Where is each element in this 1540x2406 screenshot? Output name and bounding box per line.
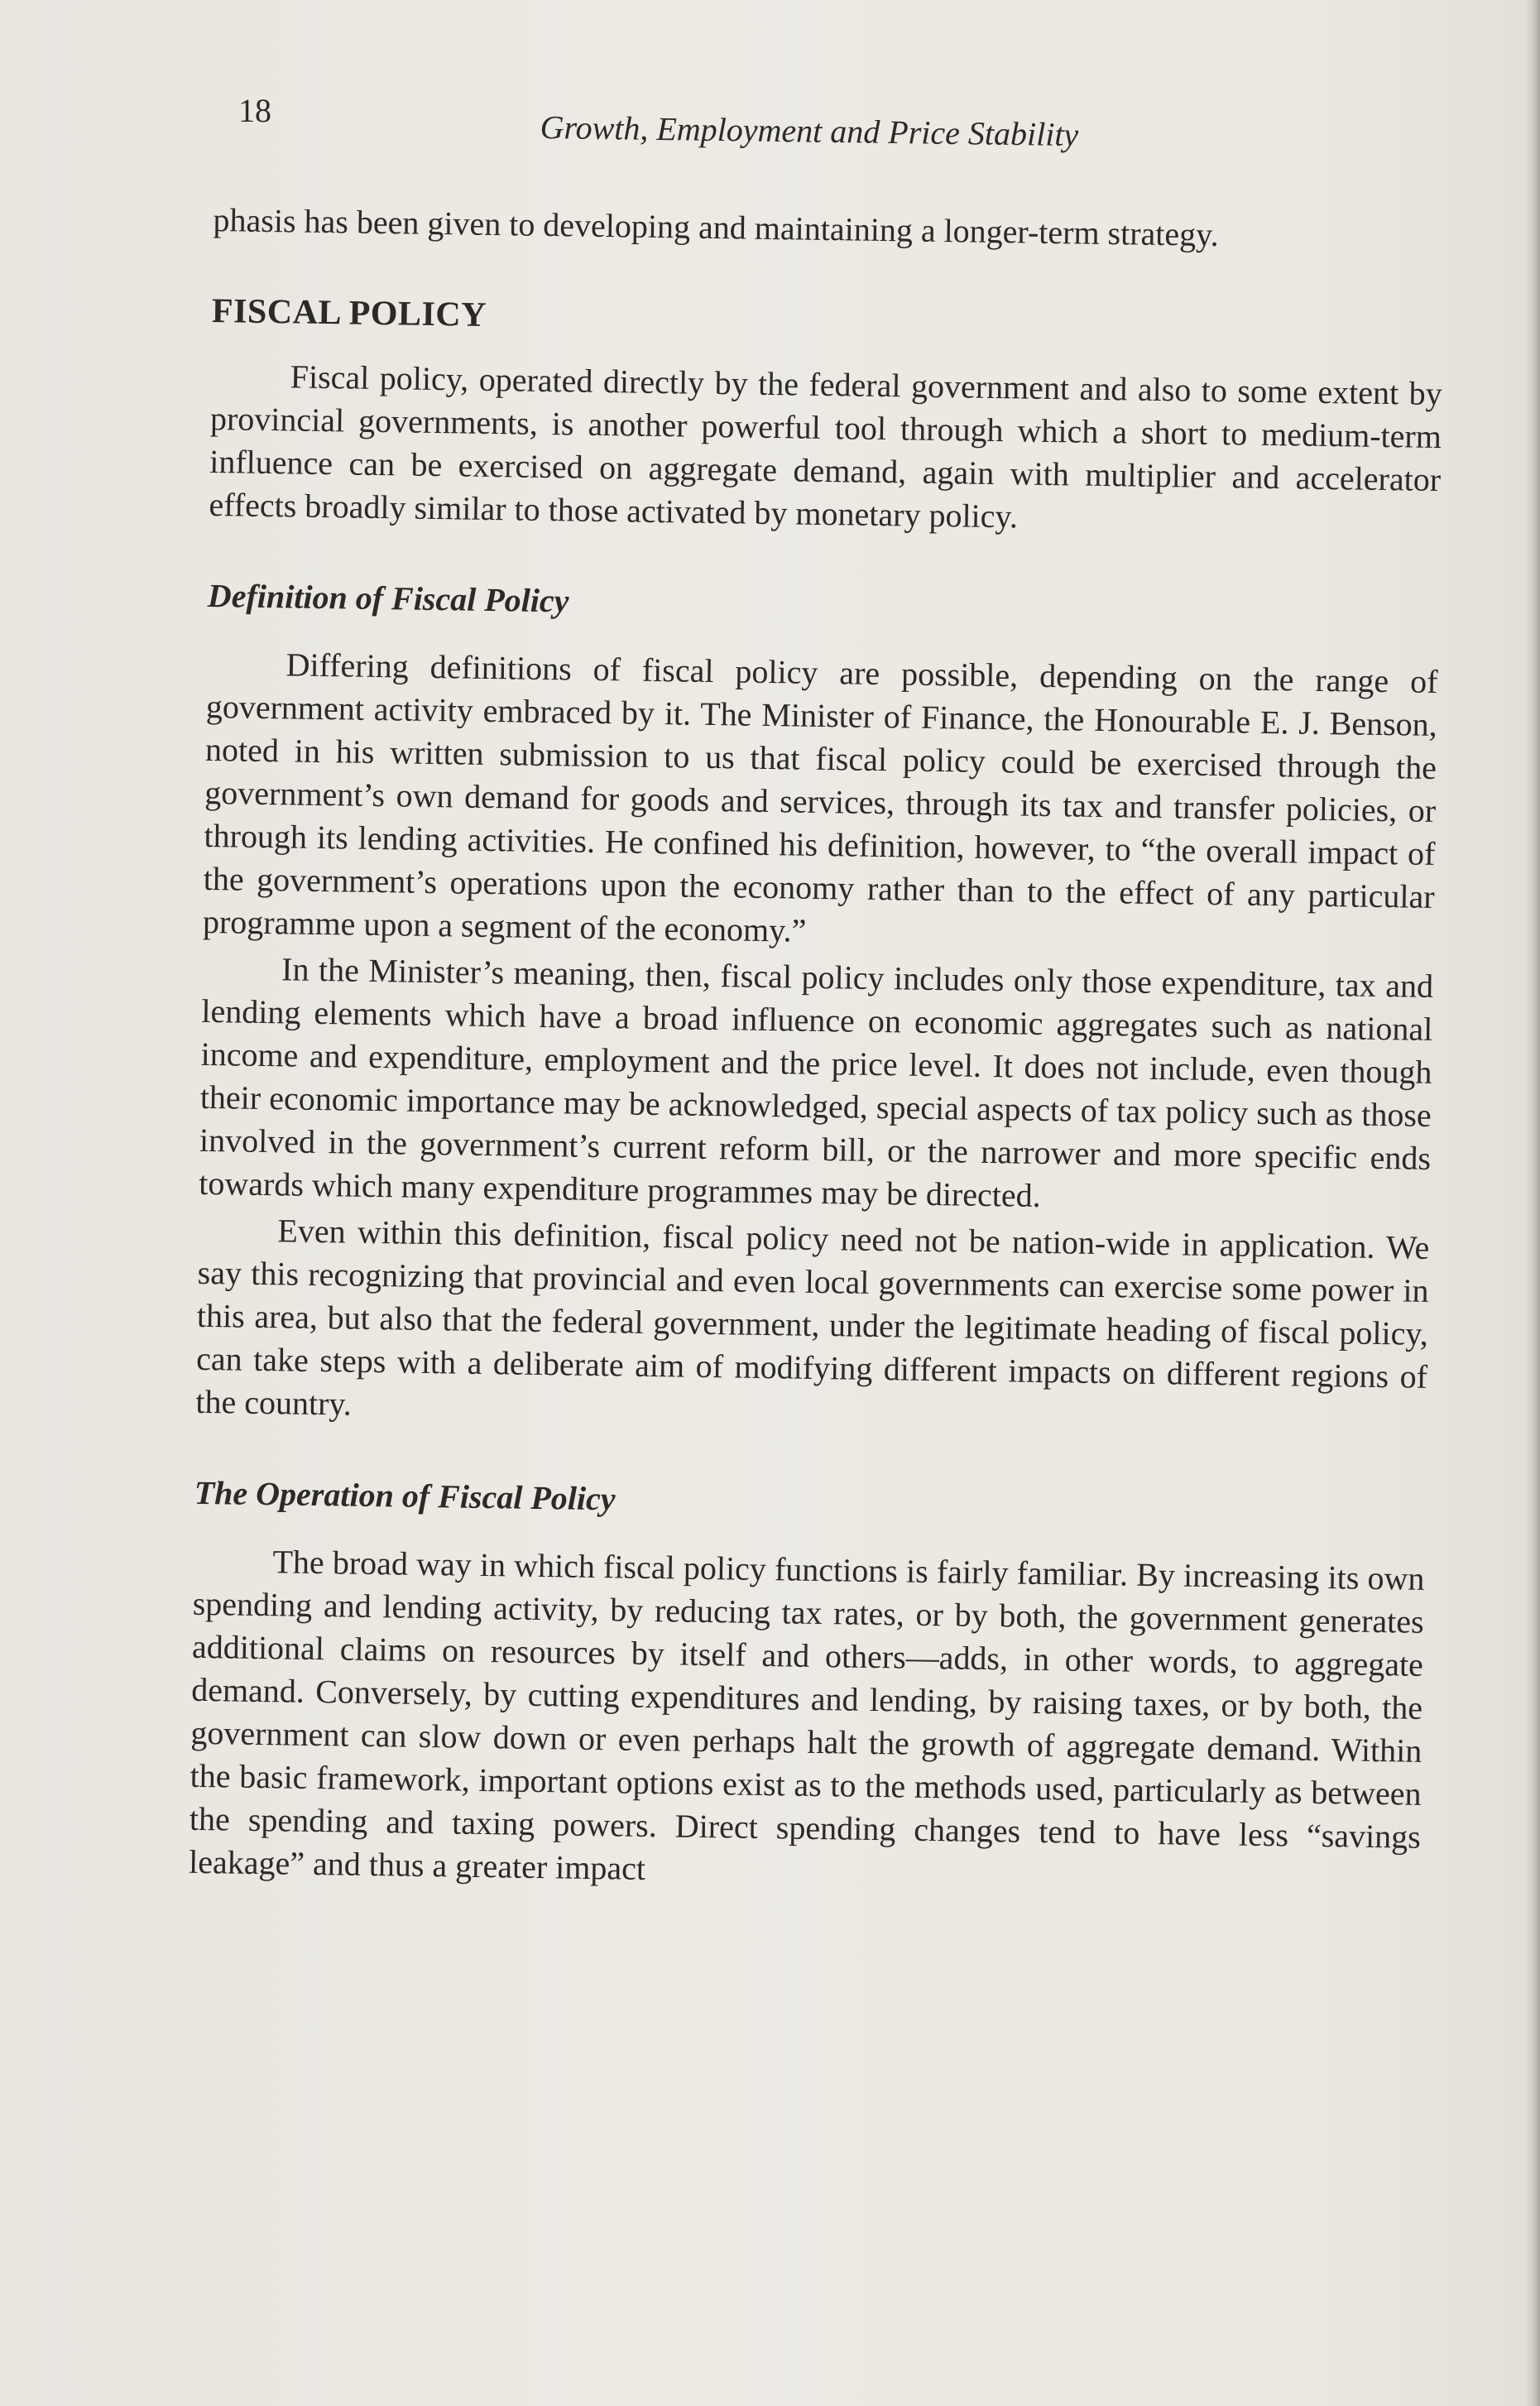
paragraph: Even within this definition, fiscal policy need not be nation-wide in application. We say this recognizing that provincial and even local governments can exercise some power in this area, but also that the federal government, under the legitimate heading of fiscal policy, can take steps with a deliberate aim of modifying different impacts on different regions of the country. [195,1212,1430,1423]
page-number: 18 [238,92,271,129]
continuation-paragraph: phasis has been given to developing and maintaining a longer-term strategy. [213,200,1219,254]
body-text [189,199,1445,1902]
section-intro-paragraph: Fiscal policy, operated directly by the federal government and also to some extent by provincial governments, is another powerful tool through which a short to medium-term influence can be exercised on aggregate demand, again with multiplier and accelerator effects broadly similar to those activated by monetary policy. [209,358,1443,535]
paragraph: The broad way in which fiscal policy functions is fairly familiar. By increasing its own spending and lending activity, by reducing tax rates, or by both, the government generates additional claims on resources by itself and others—adds, in other words, to aggregate demand. Conversely, by cutting expenditures and lending, by raising taxes, or by both, the government can slow down or even perhaps halt the growth of aggregate demand. Within the basic framework, important options exist as to the methods used, particularly as between the spending and taxing powers. Direct spending changes tend to have less “savings leakage” and thus a greater impact [188,1543,1425,1887]
section-heading: FISCAL POLICY [211,291,487,334]
page-edge-shadow [1525,0,1540,2406]
subsection-heading-operation: The Operation of Fiscal Policy [194,1473,616,1518]
paragraph: In the Minister’s meaning, then, fiscal policy includes only those expenditure, tax and lending elements which have a broad influence on economic aggregates such as national income and expenditure, employment and the price level. It does not include, even though their economic importance may be acknowledged, special aspects of tax policy such as those involved in the government’s current reform bill, or the narrower and more specific ends towards which many expenditure programmes may be directed. [199,950,1434,1214]
running-title: Growth, Employment and Price Stability [540,108,1079,154]
subsection-heading-definition: Definition of Fiscal Policy [207,576,569,620]
paragraph: Differing definitions of fiscal policy are possible, depending on the range of government activity embraced by it. The Minister of Finance, the Honourable E. J. Benson, noted in his written submission to us that fiscal policy could be exercised through the government’s own demand for goods and services, through its tax and transfer policies, or through its lending activities. He confined his definition, however, to “the overall impact of the government’s operations upon the economy rather than to the effect of any particular programme upon a segment of the economy.” [202,646,1438,949]
